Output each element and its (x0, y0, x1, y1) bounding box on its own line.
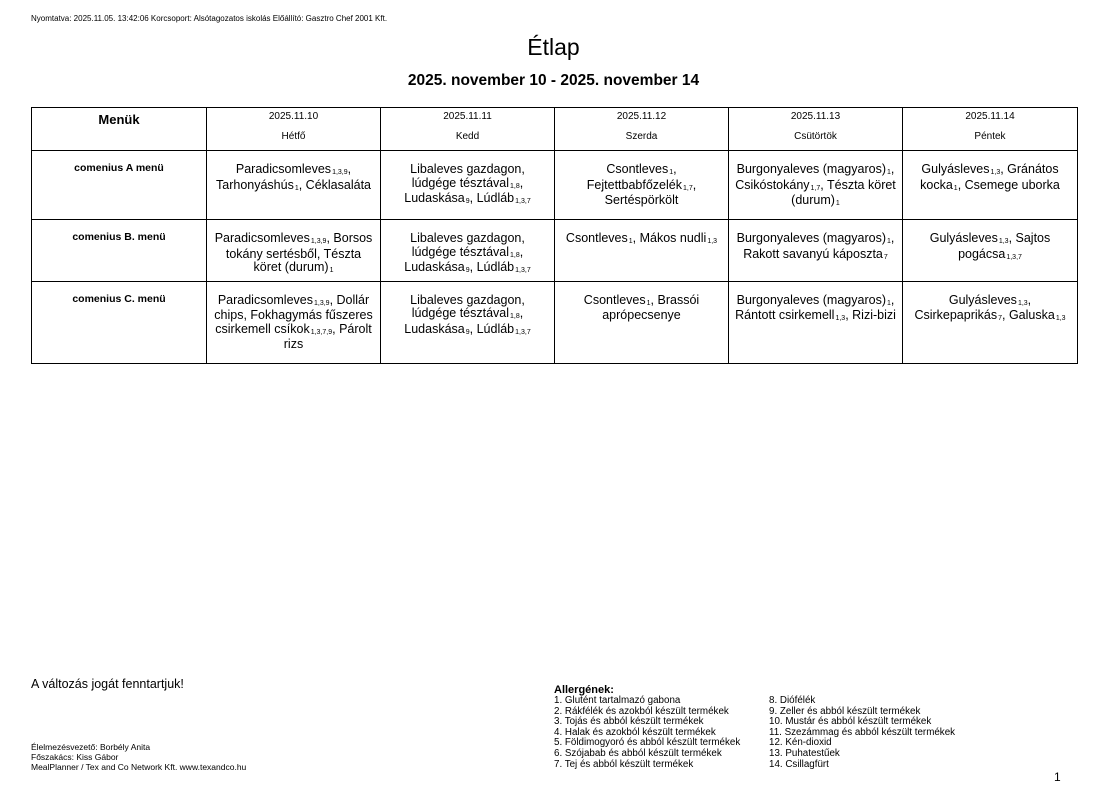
allergen-code: 1,7 (682, 184, 693, 192)
allergen-code: 9 (465, 267, 470, 274)
allergen-item: 11. Szezámmag és abból készült termékek (769, 726, 956, 738)
dish-text: , Sajtos pogácsa (958, 231, 1051, 261)
menu-cell (903, 220, 1078, 282)
dish-text: , Rántott csirkemell (735, 292, 895, 322)
menu-cell (903, 281, 1078, 363)
allergen-code: 1,3 (1055, 315, 1066, 322)
allergen-item: 10. Mustár és abból készült termékek (769, 716, 932, 728)
dish-text: , Ludaskása (404, 244, 524, 274)
staff-line: MealPlanner / Tex and Co Network Kft. www.texandco.hu (31, 762, 247, 772)
staff-line: Főszakács: Kiss Gábor (31, 752, 119, 762)
dish-text: , Sertéspörkölt (604, 177, 697, 207)
table-header-row (32, 108, 1078, 151)
allergen-code: 1,8 (510, 313, 520, 320)
dish-text: , Gránátos kocka (920, 162, 1059, 192)
allergen-item: 7. Tej és abból készült termékek (554, 758, 694, 770)
dish-text: Burgonyaleves (magyaros) (736, 162, 886, 176)
day-name: Péntek (974, 131, 1006, 142)
menu-cell (381, 220, 555, 282)
dish-text: , Lúdláb (469, 191, 515, 205)
print-info-line: Nyomtatva: 2025.11.05. 13:42:06 Korcsoport: Alsótagozatos iskolás Előállító: Gasztro Chef 2001 Kft. (31, 14, 388, 23)
dish-text: , Ludaskása (404, 175, 524, 205)
dish-text: Gulyásleves (921, 162, 990, 176)
allergen-item: 4. Halak és azokból készült termékek (554, 726, 716, 738)
allergen-column-1 (554, 696, 769, 770)
dish-text: , Csemege uborka (957, 177, 1060, 192)
menu-cell (207, 281, 381, 363)
staff-line: Élelmezésvezető: Borbély Anita (31, 742, 151, 752)
dish-text: Libaleves gazdagon, lúdgége tésztával (410, 231, 525, 259)
allergen-code: 1 (628, 238, 633, 245)
dish-text: , Brassói aprópecsenye (602, 292, 700, 322)
allergen-item: 14. Csillagfürt (769, 758, 829, 770)
allergen-code: 1,3,9 (310, 238, 327, 245)
allergen-code: 7 (883, 253, 888, 261)
day-date: 2025.11.13 (790, 111, 841, 122)
dish-text: , Galuska (1002, 308, 1055, 322)
dish-text: Burgonyaleves (magyaros) (736, 231, 886, 245)
dish-text: , Ludaskása (404, 306, 524, 336)
allergen-item: 6. Szójabab és abból készült termékek (554, 747, 722, 759)
dish-text: Csontleves (606, 162, 669, 176)
day-name: Szerda (625, 131, 658, 142)
menu-table (31, 107, 1078, 364)
dish-text: , Tészta köret (durum) (791, 177, 896, 207)
menu-row-label: comenius C. menü (32, 281, 207, 363)
allergen-item: 2. Rákfélék és azokból készült termékek (554, 705, 729, 717)
dish-text: Paradicsomleves (217, 292, 313, 307)
menu-row (32, 151, 1078, 220)
menu-row (32, 281, 1078, 363)
day-date: 2025.11.14 (965, 111, 1015, 122)
dish-text: Csontleves (583, 292, 646, 307)
allergen-code: 1 (886, 238, 891, 245)
staff-info (31, 742, 246, 772)
dish-text: Paradicsomleves (235, 162, 332, 176)
allergen-code: 1,3 (835, 315, 846, 322)
allergen-item: 9. Zeller és abból készült termékek (769, 705, 921, 717)
dish-text: Csontleves (565, 231, 628, 245)
day-header (729, 108, 903, 151)
allergen-code: 1,8 (510, 251, 520, 259)
dish-text: , Céklasaláta (298, 177, 371, 192)
dish-text: Gulyásleves (929, 231, 998, 245)
dish-text: Paradicsomleves (214, 231, 310, 245)
allergen-code: 1,3,7 (515, 198, 531, 205)
menu-cell (729, 281, 903, 363)
dish-text: , Csikóstokány (735, 162, 895, 192)
allergen-code: 7 (998, 315, 1003, 322)
menu-row-label: comenius B. menü (32, 220, 207, 282)
allergen-code: 1 (669, 169, 674, 176)
disclaimer-note: A változás jogát fenntartjuk! (31, 677, 184, 691)
menus-column-header: Menük (32, 108, 207, 151)
allergen-code: 1,3,7 (1006, 253, 1022, 261)
menu-row (32, 220, 1078, 282)
dish-text: , Rizi-bizi (845, 308, 896, 322)
menu-cell (903, 151, 1078, 220)
dish-text: Burgonyaleves (magyaros) (736, 292, 886, 307)
allergen-item: 1. Glutént tartalmazó gabona (554, 695, 681, 706)
allergen-item: 8. Diófélék (769, 695, 816, 706)
allergen-code: 1,3,7,9 (310, 328, 333, 336)
day-date: 2025.11.12 (616, 111, 667, 122)
dish-text: , Borsos tokány sertésből, Tészta köret (durum) (225, 231, 373, 274)
allergen-code: 1 (329, 267, 334, 274)
menu-cell (555, 220, 729, 282)
allergen-code: 1 (294, 184, 299, 192)
menu-cell (381, 281, 555, 363)
allergen-code: 1,3 (998, 238, 1009, 245)
allergen-item: 5. Földimogyoró és abból készült termékek (554, 737, 741, 749)
allergen-code: 1 (953, 184, 958, 192)
menu-cell (555, 151, 729, 220)
allergen-code: 1,8 (510, 182, 520, 190)
allergen-code: 1 (646, 299, 651, 307)
allergen-code: 9 (465, 198, 470, 205)
day-name: Hétfő (281, 131, 306, 142)
menu-cell (729, 151, 903, 220)
allergen-legend (554, 684, 955, 770)
allergen-item: 3. Tojás és abból készült termékek (554, 716, 704, 728)
allergen-code: 1,3,9 (332, 169, 348, 176)
dish-text: , Mákos nudli (632, 231, 707, 245)
dish-text: , Fejtettbabfőzelék (586, 162, 682, 192)
allergen-code: 1,3,7 (515, 267, 531, 274)
dish-text: Gulyásleves (948, 292, 1017, 307)
allergen-code: 1 (886, 299, 891, 307)
menu-cell (207, 151, 381, 220)
allergen-code: 1,7 (810, 184, 821, 192)
day-date: 2025.11.11 (443, 111, 492, 122)
allergen-code: 1,3,7 (515, 328, 531, 336)
dish-text: , Lúdláb (469, 260, 515, 274)
allergen-code: 9 (465, 328, 470, 336)
day-name: Kedd (455, 131, 480, 142)
day-header (903, 108, 1078, 151)
dish-text: Libaleves gazdagon, lúdgége tésztával (410, 292, 525, 320)
day-date: 2025.11.10 (268, 111, 319, 122)
dish-text: , Rakott savanyú káposzta (743, 231, 895, 261)
allergen-code: 1,3 (707, 238, 718, 245)
allergen-code: 1,3 (990, 169, 1001, 176)
menu-cell (729, 220, 903, 282)
dish-text: , Dollár chips, Fokhagymás fűszeres csirkemell csíkok (214, 292, 373, 336)
menu-cell (555, 281, 729, 363)
dish-text: , Lúdláb (469, 321, 515, 336)
allergen-legend-title: Allergének: (554, 684, 614, 696)
dish-text: , Tarhonyáshús (216, 162, 352, 192)
menu-row-label: comenius A menü (32, 151, 207, 220)
dish-text: Libaleves gazdagon, lúdgége tésztával (410, 162, 525, 190)
dish-text: , Csirkepaprikás (914, 292, 1032, 322)
allergen-code: 1,3,9 (314, 299, 330, 307)
page-title: Étlap (527, 34, 580, 60)
day-header (555, 108, 729, 151)
menu-cell (381, 151, 555, 220)
day-header (381, 108, 555, 151)
allergen-code: 1 (835, 200, 840, 207)
allergen-item: 12. Kén-dioxid (769, 737, 832, 749)
allergen-column-2 (769, 696, 955, 770)
dish-text: , Párolt rizs (283, 321, 372, 351)
day-header (207, 108, 381, 151)
day-name: Csütörtök (794, 131, 837, 142)
allergen-code: 1,3 (1017, 299, 1028, 307)
date-range-subtitle: 2025. november 10 - 2025. november 14 (407, 72, 700, 89)
allergen-item: 13. Puhatestűek (769, 747, 840, 759)
page-number: 1 (1054, 770, 1061, 784)
allergen-code: 1 (886, 169, 891, 176)
menu-cell (207, 220, 381, 282)
